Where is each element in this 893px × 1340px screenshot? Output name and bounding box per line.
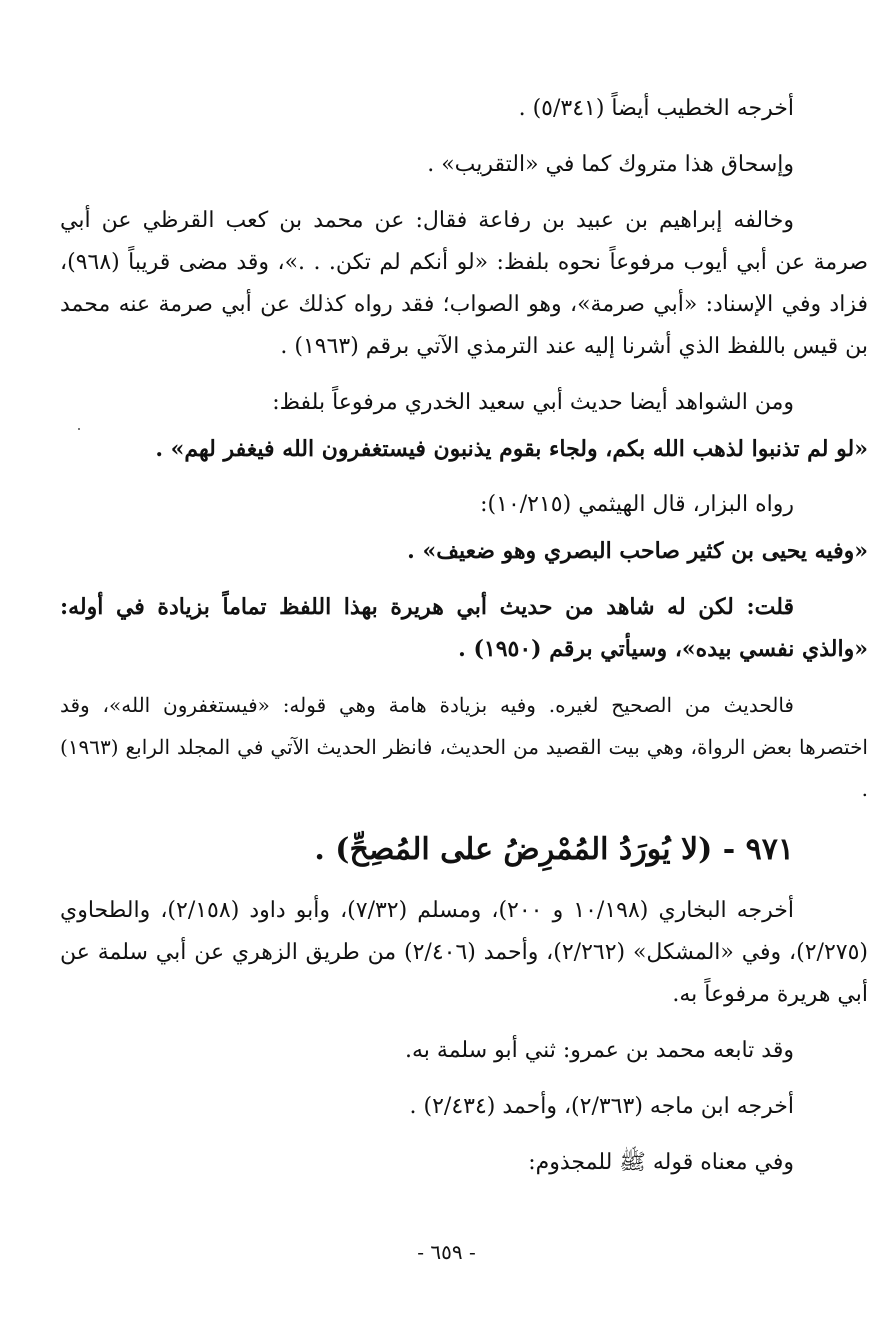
paragraph-majdhum: وفي معناه قوله ﷺ للمجذوم: bbox=[528, 1150, 794, 1175]
paragraph-mutaba: وقد تابعه محمد بن عمرو: ثني أبو سلمة به. bbox=[405, 1038, 794, 1063]
page-number: - ٦٥٩ - bbox=[417, 1240, 476, 1264]
paragraph-ishaq: وإسحاق هذا متروك كما في «التقريب» . bbox=[427, 152, 794, 177]
paragraph-khatib: أخرجه الخطيب أيضاً (٥/٣٤١) . bbox=[518, 96, 794, 121]
hadith-heading-971: ٩٧١ - (لا يُورَدُ المُمْرِضُ على المُصِحِّ) . bbox=[314, 832, 794, 867]
paragraph-shawahid: ومن الشواهد أيضا حديث أبي سعيد الخدري مرفوعاً بلفظ: bbox=[272, 390, 794, 415]
haythami-quote: «وفيه يحيى بن كثير صاحب البصري وهو ضعيف» . bbox=[407, 538, 868, 564]
paragraph-ibrahim: وخالفه إبراهيم بن عبيد بن رفاعة فقال: عن محمد بن كعب القرظي عن أبي صرمة عن أبي أيوب مرفوعاً نحوه بلفظ: «لو أنكم لم تكن. . .»، وقد مضى قريباً (٩٦٨)، فزاد وفي الإسناد: «أبي صرمة»، وهو الصواب؛ فقد رواه كذلك عن أبي صرمة عنه محمد بن قيس باللفظ الذي أشرنا إليه عند الترمذي الآتي برقم (١٩٦٣) . bbox=[60, 208, 869, 359]
scan-speck bbox=[78, 428, 80, 430]
paragraph-conclusion: فالحديث من الصحيح لغيره. وفيه بزيادة هامة وهي قوله: «فيستغفرون الله»، وقد اختصرها بعض الرواة، وهي بيت القصيد من الحديث، فانظر الحديث الآتي في المجلد الرابع (١٩٦٣) . bbox=[60, 693, 868, 801]
paragraph-qultu: قلت: لكن له شاهد من حديث أبي هريرة بهذا اللفظ تماماً بزيادة في أوله: «والذي نفسي بيده»، وسيأتي برقم (١٩٥٠) . bbox=[60, 594, 868, 662]
paragraph-ibn-majah: أخرجه ابن ماجه (٢/٣٦٣)، وأحمد (٢/٤٣٤) . bbox=[409, 1094, 794, 1119]
paragraph-takhrij-971: أخرجه البخاري (١٠/١٩٨ و ٢٠٠)، ومسلم (٧/٣٢)، وأبو داود (٢/١٥٨)، والطحاوي (٢/٢٧٥)، وفي «المشكل» (٢/٢٦٢)، وأحمد (٢/٤٠٦) من طريق الزهري عن أبي سلمة عن أبي هريرة مرفوعاً به. bbox=[60, 898, 868, 1007]
hadith-quote-khudri: «لو لم تذنبوا لذهب الله بكم، ولجاء بقوم يذنبون فيستغفرون الله فيغفر لهم» . bbox=[155, 436, 868, 462]
page-body bbox=[60, 88, 868, 1198]
paragraph-bazzar: رواه البزار، قال الهيثمي (١٠/٢١٥): bbox=[480, 492, 794, 517]
